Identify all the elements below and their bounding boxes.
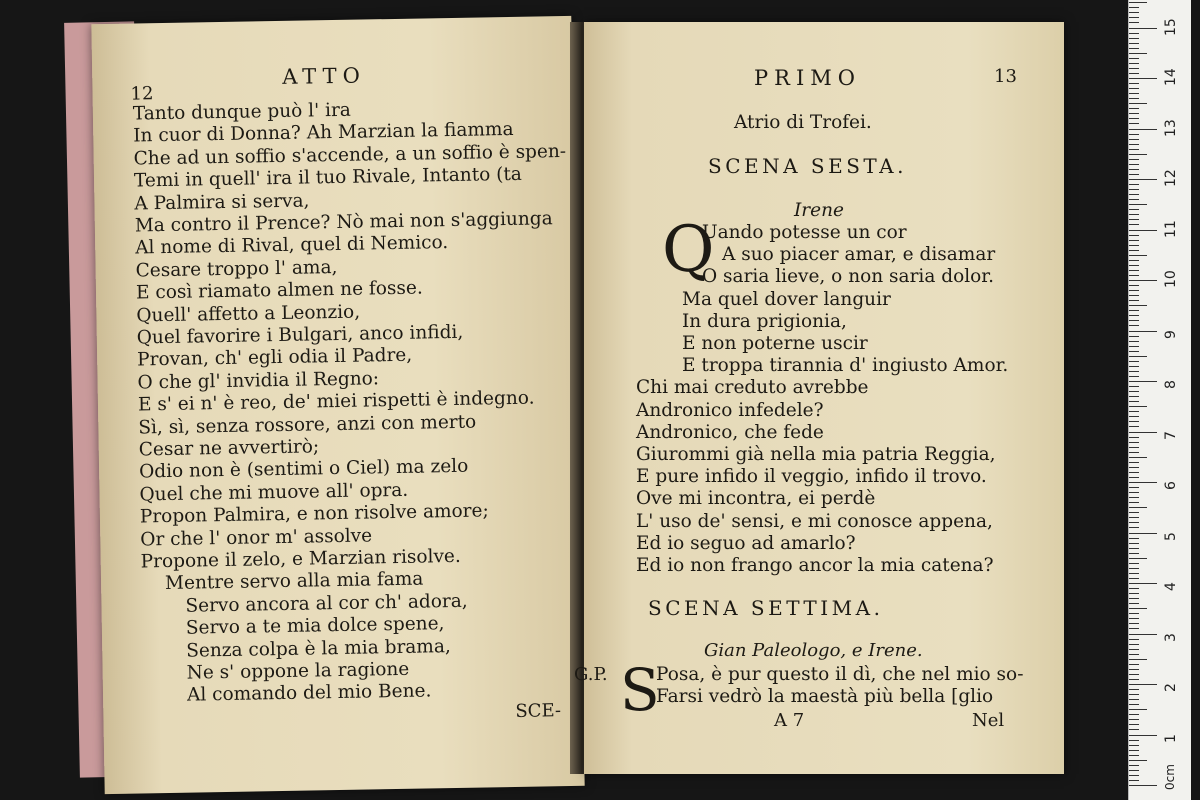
ruler-tick <box>1129 785 1157 786</box>
ruler-tick <box>1129 543 1139 544</box>
verse-line: A Palmira si serva, <box>134 190 310 215</box>
ruler-tick <box>1129 310 1139 311</box>
ruler-tick <box>1129 129 1157 130</box>
ruler-tick <box>1129 775 1139 776</box>
ruler-label: 5 <box>1163 531 1179 541</box>
ruler-tick <box>1129 639 1139 640</box>
ruler-tick <box>1129 250 1139 251</box>
ruler-tick <box>1129 280 1157 281</box>
verse-line: Farsi vedrò la maestà più bella [glio <box>656 686 994 707</box>
ruler-tick <box>1129 245 1139 246</box>
ruler-tick <box>1129 159 1139 160</box>
ruler-tick <box>1129 548 1139 549</box>
ruler-tick <box>1129 325 1139 326</box>
ruler-tick <box>1129 608 1147 609</box>
ruler-tick <box>1129 7 1139 8</box>
ruler-tick <box>1129 497 1139 498</box>
verse-line: Giurommi già nella mia patria Reggia, <box>636 444 996 465</box>
ruler-tick <box>1129 654 1139 655</box>
verse-line: Propone il zelo, e Marzian risolve. <box>140 545 461 573</box>
ruler-tick <box>1129 224 1139 225</box>
ruler-tick <box>1129 674 1139 675</box>
ruler-tick <box>1129 618 1139 619</box>
ruler-tick <box>1129 361 1139 362</box>
ruler-tick <box>1129 154 1147 155</box>
ruler-tick <box>1129 17 1139 18</box>
ruler-label: 1 <box>1163 733 1179 743</box>
ruler-label: 4 <box>1163 582 1179 591</box>
ruler-tick <box>1129 735 1157 736</box>
measurement-ruler <box>1128 0 1191 800</box>
verse-line: Quel che mi muove all' opra. <box>139 479 409 506</box>
ruler-tick <box>1129 755 1139 756</box>
verse-line: Cesare troppo l' ama, <box>135 256 338 282</box>
ruler-tick <box>1129 73 1139 74</box>
verse-line: Servo ancora al cor ch' adora, <box>185 590 468 617</box>
ruler-tick <box>1129 123 1139 124</box>
ruler-label: 7 <box>1163 430 1179 440</box>
ruler-tick <box>1129 255 1147 256</box>
ruler-tick <box>1129 426 1139 427</box>
ruler-tick <box>1129 88 1139 89</box>
verse-line: Posa, è pur questo il dì, che nel mio so- <box>656 664 1024 685</box>
ruler-label: 9 <box>1163 329 1179 339</box>
verse-line: O che gl' invidia il Regno: <box>137 368 380 394</box>
verse-line: In dura prigionia, <box>682 310 847 332</box>
verse-line: O saria lieve, o non saria dolor. <box>702 266 994 288</box>
ruler-tick <box>1129 664 1139 665</box>
ruler-tick <box>1129 174 1139 175</box>
scene-seven-characters: Gian Paleologo, e Irene. <box>704 640 923 661</box>
ruler-tick <box>1129 578 1139 579</box>
verse-line: Quel favorire i Bulgari, anco infidi, <box>136 321 464 349</box>
ruler-tick <box>1129 108 1139 109</box>
ruler-tick <box>1129 260 1139 261</box>
ruler-tick <box>1129 750 1139 751</box>
ruler-tick <box>1129 416 1139 417</box>
ruler-tick <box>1129 472 1139 473</box>
scene-setting: Atrio di Trofei. <box>734 112 872 133</box>
ruler-tick <box>1129 93 1139 94</box>
ruler-tick <box>1129 669 1139 670</box>
left-page <box>91 16 584 794</box>
ruler-label: 15 <box>1163 17 1179 36</box>
ruler-tick <box>1129 12 1139 13</box>
verse-line: E pure infido il veggio, infido il trovo. <box>636 466 987 488</box>
ruler-tick <box>1129 507 1147 508</box>
ruler-tick <box>1129 366 1139 367</box>
scene-seven-title: SCENA SETTIMA. <box>648 596 884 620</box>
speaker-label: G.P. <box>574 664 608 685</box>
ruler-tick <box>1129 48 1139 49</box>
ruler-tick <box>1129 522 1139 523</box>
ruler-tick <box>1129 83 1139 84</box>
ruler-tick <box>1129 103 1147 104</box>
ruler-tick <box>1129 235 1139 236</box>
verse-line: Ove mi incontra, ei perdè <box>636 488 876 510</box>
ruler-tick <box>1129 457 1147 458</box>
ruler-tick <box>1129 593 1139 594</box>
ruler-tick <box>1129 144 1139 145</box>
ruler-tick <box>1129 391 1139 392</box>
ruler-tick <box>1129 760 1147 761</box>
ruler-tick <box>1129 371 1139 372</box>
ruler-tick <box>1129 406 1147 407</box>
verse-line: Servo a te mia dolce spene, <box>185 613 445 639</box>
ruler-tick <box>1129 649 1139 650</box>
verse-line: Ed io seguo ad amarlo? <box>636 532 856 554</box>
ruler-tick <box>1129 134 1139 135</box>
ruler-tick <box>1129 204 1147 205</box>
ruler-tick <box>1129 139 1139 140</box>
verse-line: Temi in quell' ira il tuo Rivale, Intanto (ta <box>133 163 523 192</box>
ruler-tick <box>1129 98 1139 99</box>
verse-line: E non poterne uscir <box>682 333 868 354</box>
verse-line: L' uso de' sensi, e mi conosce appena, <box>636 510 993 532</box>
ruler-tick <box>1129 573 1139 574</box>
ruler-tick <box>1129 512 1139 513</box>
ruler-tick <box>1129 230 1157 231</box>
ruler-tick <box>1129 588 1139 589</box>
ruler-label: 11 <box>1163 219 1179 238</box>
ruler-tick <box>1129 214 1139 215</box>
ruler-tick <box>1129 38 1139 39</box>
ruler-tick <box>1129 341 1139 342</box>
ruler-tick <box>1129 568 1139 569</box>
ruler-tick <box>1129 184 1139 185</box>
ruler-tick <box>1129 411 1139 412</box>
ruler-tick <box>1129 740 1139 741</box>
ruler-tick <box>1129 275 1139 276</box>
ruler-tick <box>1129 563 1139 564</box>
ruler-tick <box>1129 300 1139 301</box>
ruler-tick <box>1129 780 1139 781</box>
ruler-tick <box>1129 533 1157 534</box>
ruler-tick <box>1129 442 1139 443</box>
ruler-tick <box>1129 482 1157 483</box>
ruler-tick <box>1129 78 1157 79</box>
verse-line: Or che l' onor m' assolve <box>140 525 373 551</box>
ruler-tick <box>1129 517 1139 518</box>
ruler-tick <box>1129 209 1139 210</box>
scene-six-title: SCENA SESTA. <box>708 154 907 178</box>
ruler-tick <box>1129 240 1139 241</box>
verse-line: A suo piacer amar, e disamar <box>722 244 996 266</box>
ruler-tick <box>1129 704 1139 705</box>
signature-mark: A 7 <box>774 710 805 731</box>
verse-line: E così riamato almen ne fosse. <box>135 277 423 304</box>
ruler-tick <box>1129 628 1139 629</box>
ruler-tick <box>1129 432 1157 433</box>
ruler-tick <box>1129 58 1139 59</box>
verse-line: Andronico, che fede <box>636 421 824 443</box>
ruler-tick <box>1129 386 1139 387</box>
ruler-tick <box>1129 462 1139 463</box>
ruler-tick <box>1129 22 1139 23</box>
verse-line: E s' ei n' è reo, de' miei rispetti è indegno. <box>137 387 535 416</box>
ruler-tick <box>1129 644 1139 645</box>
ruler-tick <box>1129 295 1139 296</box>
ruler-tick <box>1129 689 1139 690</box>
ruler-tick <box>1129 270 1139 271</box>
verse-line: Ne s' oppone la ragione <box>186 658 410 684</box>
verse-line: Uando potesse un cor <box>702 222 907 243</box>
ruler-tick <box>1129 346 1139 347</box>
ruler-tick <box>1129 583 1157 584</box>
ruler-tick <box>1129 659 1147 660</box>
ruler-tick <box>1129 745 1139 746</box>
verse-line: Sì, sì, senza rossore, anzi con merto <box>138 411 477 439</box>
verse-line: Al nome di Rival, quel di Nemico. <box>135 232 449 259</box>
ruler-tick <box>1129 265 1139 266</box>
ruler-label: 10 <box>1163 270 1179 288</box>
ruler-tick <box>1129 164 1139 165</box>
ruler-tick <box>1129 113 1139 114</box>
ruler-tick <box>1129 53 1147 54</box>
ruler-label: 14 <box>1163 68 1179 86</box>
ruler-tick <box>1129 396 1139 397</box>
ruler-tick <box>1129 285 1139 286</box>
ruler-tick <box>1129 770 1139 771</box>
ruler-tick <box>1129 527 1139 528</box>
ruler-tick <box>1129 598 1139 599</box>
ruler-tick <box>1129 356 1147 357</box>
ruler-tick <box>1129 538 1139 539</box>
ruler-tick <box>1129 381 1157 382</box>
verse-line: Al comando del mio Bene. <box>186 680 432 707</box>
ruler-tick <box>1129 331 1157 332</box>
verse-line: Chi mai creduto avrebbe <box>636 377 869 399</box>
ruler-tick <box>1129 179 1157 180</box>
ruler-tick <box>1129 437 1139 438</box>
ruler-tick <box>1129 219 1139 220</box>
ruler-tick <box>1129 149 1139 150</box>
ruler-tick <box>1129 63 1139 64</box>
ruler-tick <box>1129 729 1139 730</box>
ruler-tick <box>1129 709 1147 710</box>
ruler-tick <box>1129 467 1139 468</box>
ruler-tick <box>1129 492 1139 493</box>
verse-line: Propon Palmira, e non risolve amore; <box>139 500 489 528</box>
ruler-tick <box>1129 765 1139 766</box>
right-page <box>574 22 1064 774</box>
ruler-tick <box>1129 623 1139 624</box>
ruler-tick <box>1129 679 1139 680</box>
verse-line: Ma quel dover languir <box>682 288 891 310</box>
ruler-tick <box>1129 558 1147 559</box>
verse-line: Cesar ne avvertirò; <box>138 436 320 461</box>
ruler-tick <box>1129 351 1139 352</box>
ruler-tick <box>1129 613 1139 614</box>
ruler-tick <box>1129 315 1139 316</box>
ruler-tick <box>1129 43 1139 44</box>
ruler-tick <box>1129 28 1157 29</box>
ruler-unit-label: 0cm <box>1163 764 1177 790</box>
verse-line: Tanto dunque può l' ira <box>132 99 352 125</box>
ruler-tick <box>1129 194 1139 195</box>
ruler-tick <box>1129 477 1139 478</box>
ruler-label: 2 <box>1163 683 1179 692</box>
ruler-label: 8 <box>1163 380 1179 389</box>
verse-line: Mentre servo alla mia fama <box>164 568 424 595</box>
ruler-label: 6 <box>1163 481 1179 490</box>
verse-line: Provan, ch' egli odia il Padre, <box>137 345 413 371</box>
ruler-tick <box>1129 634 1157 635</box>
ruler-label: 3 <box>1163 632 1179 642</box>
ruler-tick <box>1129 502 1139 503</box>
ruler-tick <box>1129 320 1139 321</box>
ruler-tick <box>1129 452 1139 453</box>
ruler-tick <box>1129 118 1139 119</box>
ruler-label: 13 <box>1163 118 1179 137</box>
ruler-tick <box>1129 401 1139 402</box>
ruler-tick <box>1129 2 1147 3</box>
running-head-right: PRIMO <box>754 66 861 90</box>
verse-line: Senza colpa è la mia brama, <box>186 635 451 662</box>
ruler-tick <box>1129 603 1139 604</box>
verse-line: Ma contro il Prence? Nò mai non s'aggiunga <box>134 208 553 237</box>
ruler-tick <box>1129 376 1139 377</box>
ruler-tick <box>1129 33 1139 34</box>
ruler-tick <box>1129 447 1139 448</box>
ruler-tick <box>1129 199 1139 200</box>
verse-line: Che ad un soffio s'accende, a un soffio è spen- <box>133 140 567 170</box>
verse-line: Ed io non frango ancor la mia catena? <box>636 555 994 576</box>
page-number-left: 12 <box>130 83 154 105</box>
ruler-tick <box>1129 487 1139 488</box>
ruler-tick <box>1129 421 1139 422</box>
catchword-left: SCE- <box>515 700 562 722</box>
ruler-tick <box>1129 169 1139 170</box>
ruler-tick <box>1129 336 1139 337</box>
ruler-tick <box>1129 553 1139 554</box>
verse-line: In cuor di Donna? Ah Marzian la fiamma <box>133 119 514 147</box>
drop-cap-q: Q <box>662 213 715 287</box>
ruler-tick <box>1129 719 1139 720</box>
ruler-tick <box>1129 694 1139 695</box>
verse-line: Andronico infedele? <box>636 399 824 421</box>
page-number-right: 13 <box>994 66 1017 87</box>
ruler-tick <box>1129 714 1139 715</box>
ruler-label: 12 <box>1163 169 1179 187</box>
verse-line: E troppa tirannia d' ingiusto Amor. <box>682 355 1009 377</box>
ruler-tick <box>1129 68 1139 69</box>
ruler-tick <box>1129 699 1139 700</box>
ruler-tick <box>1129 684 1157 685</box>
verse-line: Odio non è (sentimi o Ciel) ma zelo <box>138 456 469 483</box>
scene-six-character: Irene <box>794 200 844 221</box>
verse-line: Quell' affetto a Leonzio, <box>136 301 361 327</box>
running-head-left: ATTO <box>282 63 367 89</box>
ruler-tick <box>1129 290 1139 291</box>
drop-cap-s: S <box>620 656 660 724</box>
ruler-tick <box>1129 305 1147 306</box>
ruler-tick <box>1129 189 1139 190</box>
catchword-right: Nel <box>972 710 1005 731</box>
ruler-tick <box>1129 724 1139 725</box>
